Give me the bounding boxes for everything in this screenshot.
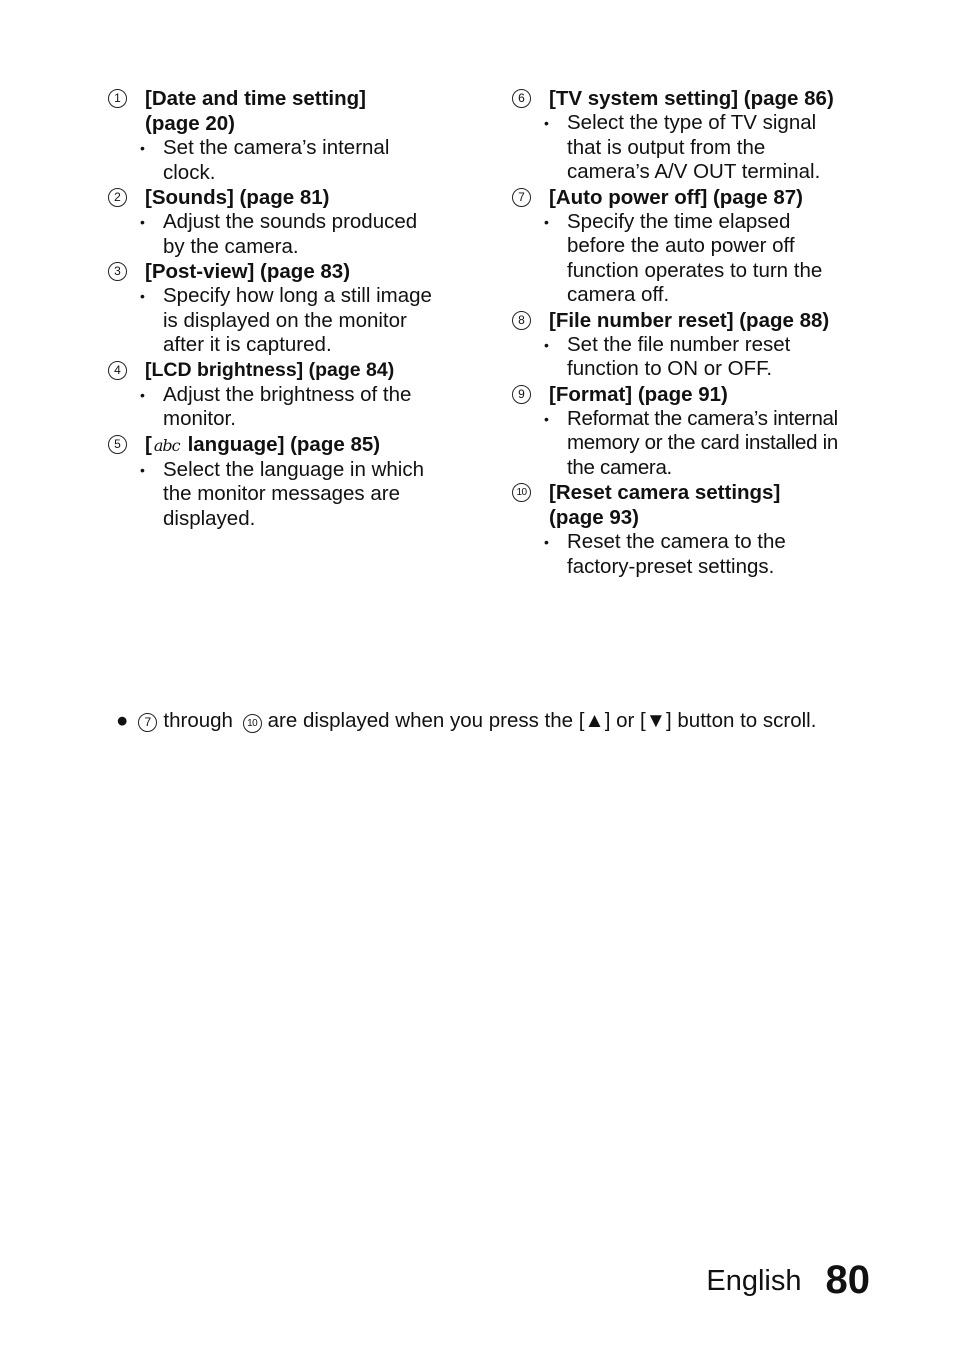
circled-number-7: 7 [512,188,531,207]
item-description: • Set the file number reset function to ON or OFF. [544,332,791,380]
item-description: • Select the language in which the monitor messages are displayed. [140,457,424,530]
menu-item-tv-system [512,86,882,185]
circled-number-6: 6 [512,89,531,108]
item-description: • Adjust the brightness of the monitor. [140,382,412,430]
bullet-dot: • [544,534,549,550]
menu-item-file-number-reset [512,308,882,382]
circled-number-1: 1 [108,89,127,108]
menu-item-language [108,432,468,532]
item-title: 4 [LCD brightness] (page 84) [108,358,468,383]
circled-number-3: 3 [108,262,127,281]
item-title: 5 [ abc language] (page 85) [108,432,468,458]
item-title: 6 [TV system setting] (page 86) [512,86,882,111]
language-icon: abc [153,435,180,455]
item-title: 1 [Date and time setting] (page 20) [108,86,468,136]
circled-number-7: 7 [138,713,157,732]
menu-item-sounds [108,185,468,259]
page-footer [706,1258,870,1303]
circled-number-10: 10 [512,483,531,502]
item-description: • Adjust the sounds produced by the camera. [140,210,418,258]
item-title: 7 [Auto power off] (page 87) [512,185,882,210]
bullet-dot: • [544,410,549,427]
item-title: 2 [Sounds] (page 81) [108,185,468,210]
menu-item-reset-camera-settings [512,480,882,579]
item-title: 3 [Post-view] (page 83) [108,259,468,284]
menu-item-date-time [108,86,468,185]
bullet-dot: • [140,288,145,304]
item-description: • Select the type of TV signal that is output from the camera’s A/V OUT terminal. [544,111,821,183]
scroll-note: ● 7 through 10 are displayed when you press the [▲] or [▼] button to scroll. [116,709,817,732]
circled-number-5: 5 [108,435,127,454]
bullet-dot: • [140,461,145,478]
item-title: 10 [Reset camera settings] (page 93) [512,480,882,530]
circled-number-4: 4 [108,361,127,380]
item-title: 9 [Format] (page 91) [512,382,882,407]
item-description: • Reformat the camera’s internal memory or the card installed in the camera. [544,406,838,479]
item-title: 8 [File number reset] (page 88) [512,308,882,333]
bullet-dot: • [140,140,145,156]
bullet-dot: • [140,214,145,230]
left-column [108,86,468,531]
bullet-dot: • [544,115,549,131]
menu-item-post-view [108,259,468,358]
right-column [512,86,882,579]
item-description: • Set the camera’s internal clock. [140,136,390,184]
item-description: • Specify the time elapsed before the auto power off function operates to turn the camera off. [544,209,823,306]
circled-number-8: 8 [512,311,531,330]
menu-item-lcd-brightness [108,358,468,432]
menu-item-auto-power-off [512,185,882,308]
bullet-dot: • [140,386,145,403]
menu-item-format [512,382,882,481]
item-description: • Specify how long a still image is displayed on the monitor after it is captured. [140,284,432,356]
bullet-dot: • [544,336,549,353]
item-description: • Reset the camera to the factory-preset settings. [544,530,786,578]
page-number: 80 [825,1258,870,1302]
circled-number-9: 9 [512,385,531,404]
bullet-dot: • [544,213,549,230]
circled-number-10: 10 [243,714,262,733]
circled-number-2: 2 [108,188,127,207]
note-bullet: ● [116,709,129,732]
footer-language: English [706,1265,802,1297]
